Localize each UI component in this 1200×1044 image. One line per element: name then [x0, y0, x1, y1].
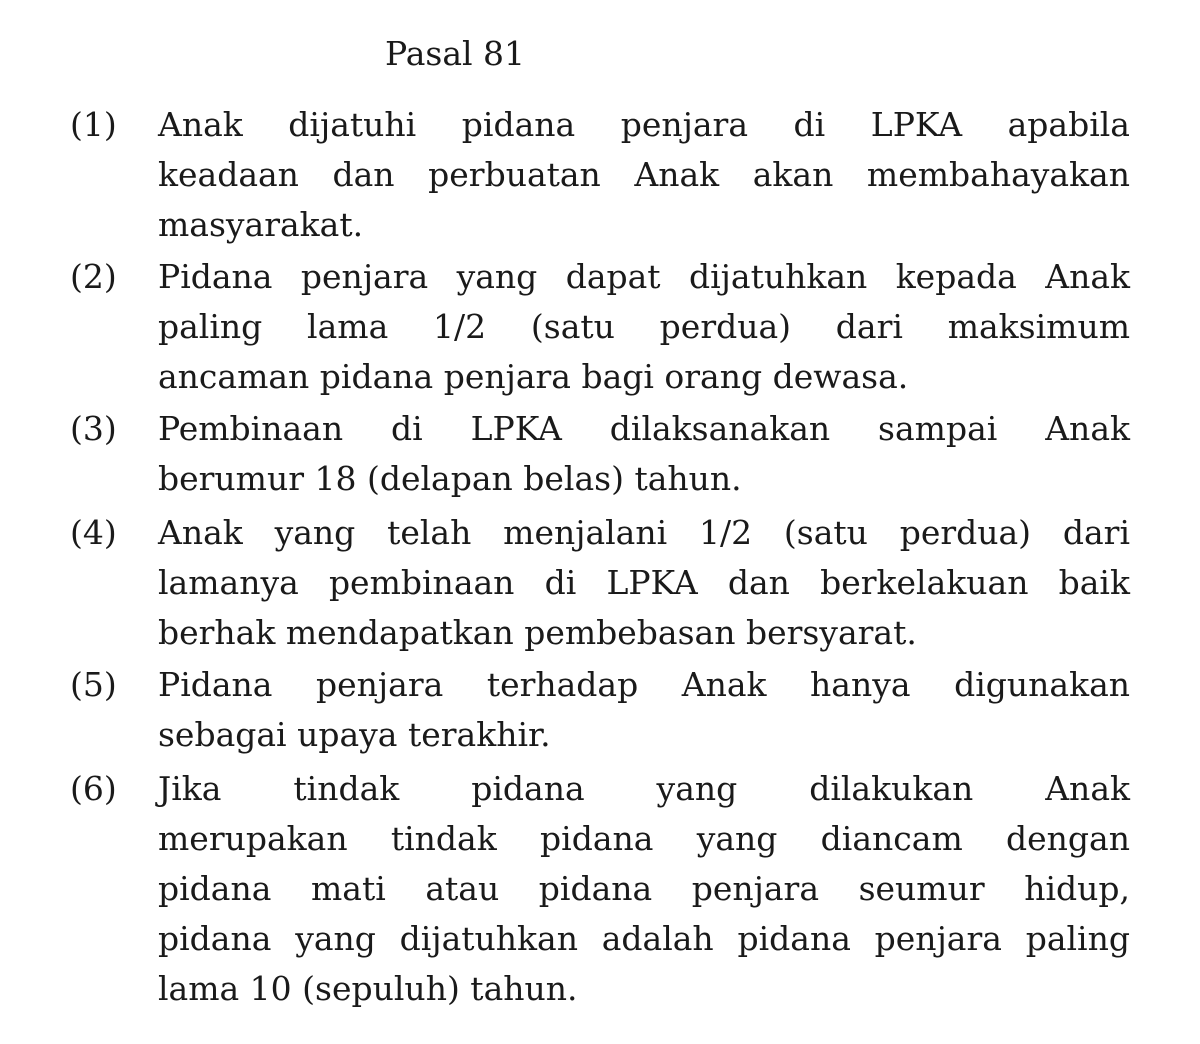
- clause-number: (6): [70, 769, 117, 808]
- clause-line: merupakan tindak pidana yang diancam dengan: [158, 819, 1130, 858]
- clause-line: Anak dijatuhi pidana penjara di LPKA apabila: [158, 105, 1130, 144]
- clause-text: [158, 100, 1130, 250]
- clause-line: Pembinaan di LPKA dilaksanakan sampai Anak: [158, 409, 1130, 448]
- clause-line: sebagai upaya terakhir.: [158, 715, 551, 754]
- clause-line: Anak yang telah menjalani 1/2 (satu perdua) dari: [158, 513, 1130, 552]
- clause-number: (5): [70, 665, 117, 704]
- clause-number: (4): [70, 513, 117, 552]
- clause-text: [158, 404, 1130, 504]
- clause-line: berhak mendapatkan pembebasan bersyarat.: [158, 613, 917, 652]
- clause-number: (1): [70, 105, 117, 144]
- clause-line: berumur 18 (delapan belas) tahun.: [158, 459, 742, 498]
- clause-line: masyarakat.: [158, 205, 364, 244]
- clause-line: lama 10 (sepuluh) tahun.: [158, 969, 578, 1008]
- clause-line: Pidana penjara terhadap Anak hanya digunakan: [158, 665, 1130, 704]
- clause-line: pidana mati atau pidana penjara seumur hidup,: [158, 869, 1130, 908]
- clause-line: Jika tindak pidana yang dilakukan Anak: [158, 769, 1130, 808]
- clause-line: keadaan dan perbuatan Anak akan membahayakan: [158, 155, 1130, 194]
- clause-number: (2): [70, 257, 117, 296]
- clause-text: [158, 660, 1130, 760]
- clause-line: ancaman pidana penjara bagi orang dewasa.: [158, 357, 909, 396]
- clause-line: paling lama 1/2 (satu perdua) dari maksimum: [158, 307, 1130, 346]
- clause-line: lamanya pembinaan di LPKA dan berkelakuan baik: [158, 563, 1130, 602]
- clause-line: Pidana penjara yang dapat dijatuhkan kepada Anak: [158, 257, 1130, 296]
- clause-line: pidana yang dijatuhkan adalah pidana penjara paling: [158, 919, 1130, 958]
- clause-text: [158, 764, 1130, 1014]
- article-title: Pasal 81: [385, 34, 526, 73]
- clause-text: [158, 252, 1130, 402]
- clause-text: [158, 508, 1130, 658]
- clause-number: (3): [70, 409, 117, 448]
